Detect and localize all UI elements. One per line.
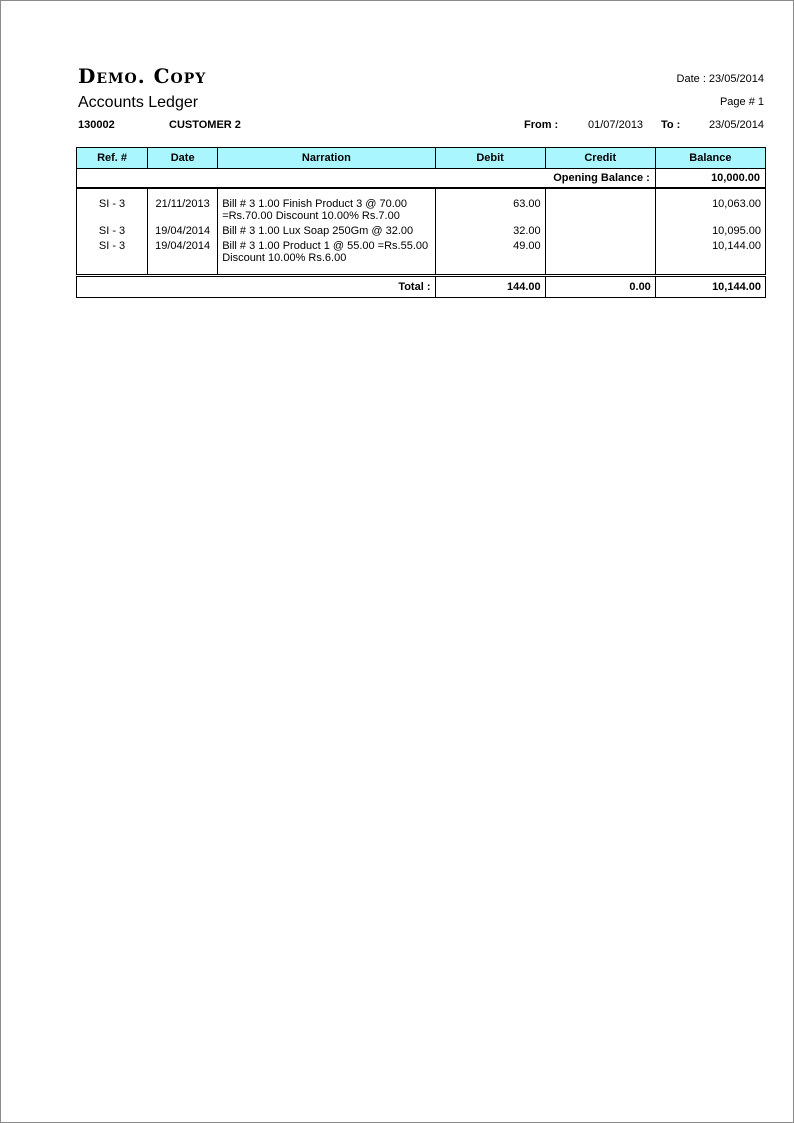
cell-balance: 10,095.00 xyxy=(655,224,765,239)
cell-narration: Bill # 3 1.00 Finish Product 3 @ 70.00 =Rs.70.00 Discount 10.00% Rs.7.00 xyxy=(218,197,435,224)
column-header-date: Date xyxy=(148,148,218,169)
total-credit: 0.00 xyxy=(545,276,655,298)
cell-debit: 32.00 xyxy=(435,224,545,239)
report-title: Accounts Ledger xyxy=(78,94,199,111)
cell-date: 19/04/2014 xyxy=(148,224,218,239)
cell-ref: SI - 3 xyxy=(77,197,148,224)
cell-credit xyxy=(545,239,655,266)
cell-credit xyxy=(545,224,655,239)
from-label: From : xyxy=(524,119,559,131)
table-spacer xyxy=(77,266,766,276)
cell-balance: 10,063.00 xyxy=(655,197,765,224)
column-header-debit: Debit xyxy=(435,148,545,169)
column-header-ref: Ref. # xyxy=(77,148,148,169)
from-date: 01/07/2013 xyxy=(588,119,644,131)
to-date: 23/05/2014 xyxy=(708,119,764,131)
opening-balance-label: Opening Balance : xyxy=(77,169,656,189)
cell-debit: 49.00 xyxy=(435,239,545,266)
report-date: Date : 23/05/2014 xyxy=(676,73,764,85)
demo-copy-label: Demo. Copy xyxy=(78,64,207,88)
cell-narration: Bill # 3 1.00 Product 1 @ 55.00 =Rs.55.00 Discount 10.00% Rs.6.00 xyxy=(218,239,435,266)
to-label: To : xyxy=(661,119,681,131)
table-row xyxy=(77,224,766,239)
table-row xyxy=(77,197,766,224)
ledger-table xyxy=(76,147,766,298)
table-header-row xyxy=(77,148,766,169)
column-header-narration: Narration xyxy=(218,148,435,169)
customer-name: CUSTOMER 2 xyxy=(169,119,241,131)
total-debit: 144.00 xyxy=(435,276,545,298)
cell-ref: SI - 3 xyxy=(77,224,148,239)
column-header-balance: Balance xyxy=(655,148,765,169)
account-code: 130002 xyxy=(78,119,115,131)
total-label: Total : xyxy=(77,276,436,298)
total-balance: 10,144.00 xyxy=(655,276,765,298)
table-row xyxy=(77,239,766,266)
cell-credit xyxy=(545,197,655,224)
cell-date: 21/11/2013 xyxy=(148,197,218,224)
cell-balance: 10,144.00 xyxy=(655,239,765,266)
opening-balance-value: 10,000.00 xyxy=(655,169,765,189)
table-spacer xyxy=(77,188,766,197)
cell-narration: Bill # 3 1.00 Lux Soap 250Gm @ 32.00 xyxy=(218,224,435,239)
opening-balance-row xyxy=(77,169,766,189)
cell-debit: 63.00 xyxy=(435,197,545,224)
cell-ref: SI - 3 xyxy=(77,239,148,266)
page-number: Page # 1 xyxy=(719,96,764,108)
column-header-credit: Credit xyxy=(545,148,655,169)
cell-date: 19/04/2014 xyxy=(148,239,218,266)
total-row xyxy=(77,276,766,298)
